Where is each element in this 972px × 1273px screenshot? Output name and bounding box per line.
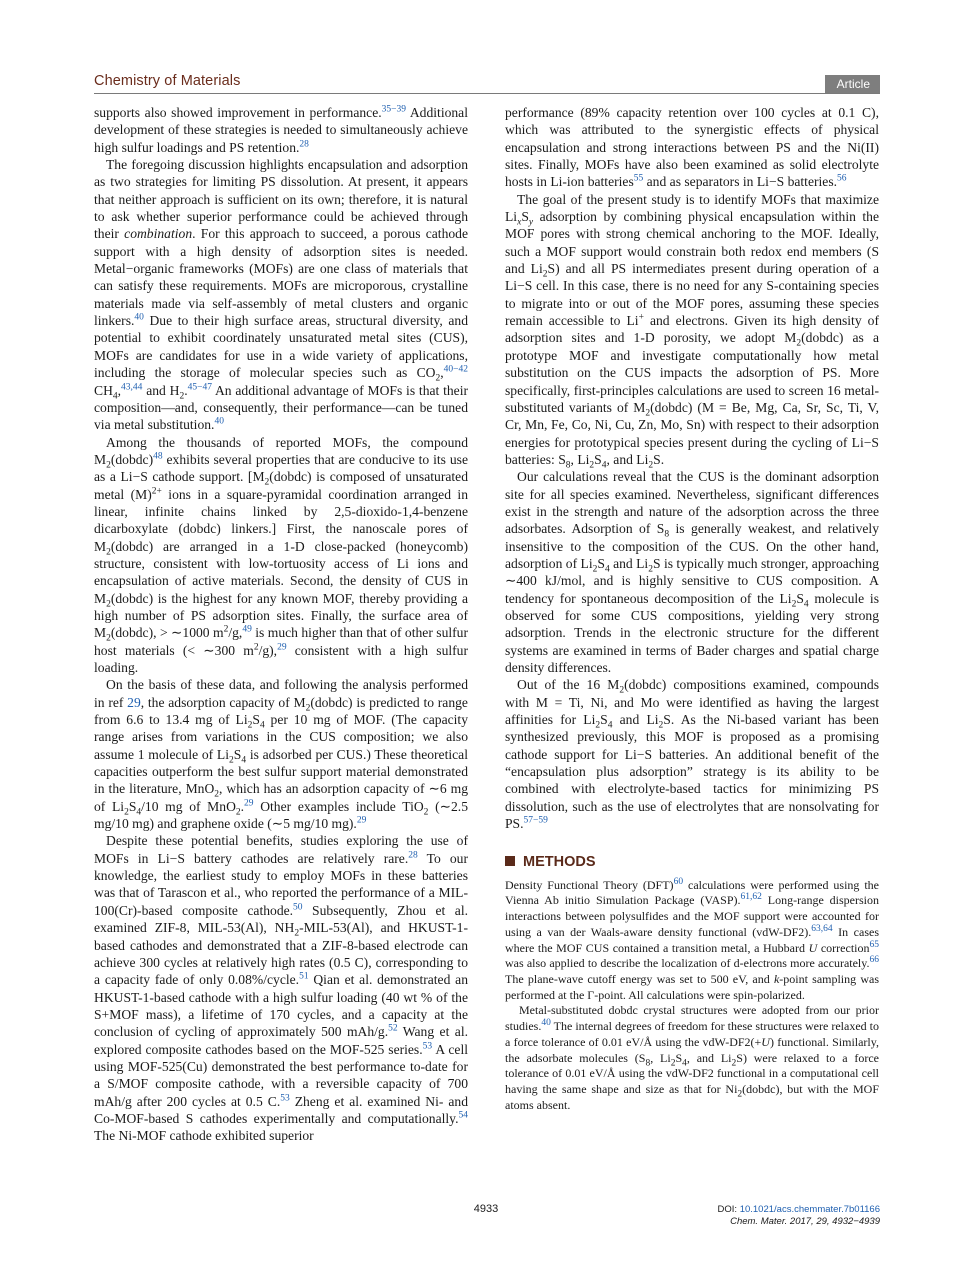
paragraph: Out of the 16 $M_2(dobdc)$ compositions examined, compounds with M = Ti, Ni, and Mo were identified as having the largest affinities for $Li_2S_4$ and $Li_2S$. As the Ni-based variant has been synthesized previously, this MOF is proposed as a promising cathode support for Li−S batteries. An additional benefit of the “encapsulation plus adsorption” strategy is its ability to be combined with electrolyte-based tactics for minimizing PS dissolution, such as the use of electrolytes that are nonsolvating for PS.$^{57-59}$ [505,677,879,832]
citation-link[interactable]: 29 [356,815,367,826]
citation-link[interactable]: 51 [299,971,309,982]
citation-link[interactable]: 52 [388,1023,398,1034]
page-header [94,73,880,93]
header-rule [94,93,880,94]
citation-link[interactable]: 40 [134,312,144,323]
citation-link[interactable]: 49 [242,624,252,635]
citation-link[interactable]: 60 [673,876,684,887]
citation-link[interactable]: 28 [299,139,309,150]
citation-link[interactable]: 66 [869,955,879,966]
citation-link[interactable]: 45−47 [187,381,212,392]
page-number: 4933 [473,1203,499,1215]
paragraph: supports also showed improvement in performance.$^{35-39}$ Additional development of these strategies is needed to simultaneously achieve high sulfur loadings and PS retention.$^{28}$ [94,104,468,155]
citation-link[interactable]: 53 [280,1093,290,1104]
citation-link[interactable]: 65 [869,939,879,950]
paragraph: Our calculations reveal that the CUS is the dominant adsorption site for all species examined. Nevertheless, significant differences exist in the strength and nature of the adsorption across the three adsorbates. Adsorption of $S_8$ is generally weakest, and relatively insensitive to the composition of the CUS. On the other hand, adsorption of $Li_2S_4$ and $Li_2S$ is typically much stronger, approaching ∼400 kJ/mol, and is highly sensitive to CUS composition. A tendency for spontaneous decomposition of the $Li_2S_4$ molecule is observed for some CUS compositions, yielding very strong adsorption. Trends in the electronic structure for the different systems are examined in terms of Bader charges and spatial charge density differences. [505,469,879,675]
citation-link[interactable]: 63,64 [811,923,833,934]
citation-link[interactable]: 50 [293,902,303,913]
paragraph: On the basis of these data, and following the analysis performed in ref 29, the adsorption capacity of $M_2(dobdc)$ is predicted to range from 6.6 to 13.4 mg of $Li_2S_4$ per 10 mg of MOF. (The capacity range arises from variations in the CUS composition; we also assume 1 molecule of $Li_2S_4$ is adsorbed per CUS.) These theoretical capacities outperform the best sulfur support material demonstrated in the literature, MnO$_2$, which has an adsorption capacity of ∼6 mg of $Li_2S_4/10$ mg of MnO$_2$.$^{29}$ Other examples include TiO$_2$ (∼2.5 mg/10 mg) and graphene oxide (∼5 mg/10 mg).$^{29}$ [94,677,468,832]
reference-link[interactable]: 29 [127,694,141,710]
citation-link[interactable]: 43,44 [121,381,143,392]
citation-link[interactable]: 40 [541,1018,551,1029]
citation-link[interactable]: 40−42 [443,364,468,375]
citation-link[interactable]: 28 [408,850,418,861]
left-column [94,104,468,1145]
citation-link[interactable]: 29 [244,798,254,809]
paragraph: The goal of the present study is to identify MOFs that maximize $Li_xS_y$ adsorption by combining physical encapsulation within the MOF pores with strong chemical anchoring to the MOF. Ideally, such a MOF support would constrain both redox end members (S and $Li_2S$) and all PS intermediates present during operation of a Li−S cell. In this case, there is no need for any S-containing species to migrate into or out of the MOF pores, assuming these species remain accessible to Li+ and electrons. Given its high density of adsorption sites and 1-D porosity, we adopt $M_2(dobdc)$ as a prototype MOF and investigate computationally how metal substitution on the CUS impacts the adsorption of PS. More specifically, first-principles calculations are used to screen 16 metal-substituted variants of $M_2(dobdc) (M = Be$, Mg, Ca, Sr, Sc, Ti, V, Cr, Mn, Fe, Co, Ni, Cu, Zn, Mo, Sn) with respect to their adsorption energies for prototypical species present during the cycling of Li−S batteries: $S_8$, $Li_2S_4$, and $Li_2S$. [505,191,880,471]
doi-block: DOI: 10.1021/acs.chemmater.7b01166 Chem. Mater. 2017, 29, 4932−4939 [717,1204,880,1227]
section-square-icon [505,856,515,866]
citation-link[interactable]: 35−39 [381,104,406,115]
journal-title: Chemistry of Materials [94,73,241,89]
citation-info: Chem. Mater. 2017, 29, 4932−4939 [730,1216,880,1227]
paragraph: The foregoing discussion highlights encapsulation and adsorption as two strategies for limiting PS dissolution. At present, it appears that neither approach is sufficient on its own; therefore, it is natural to ask whether superior performance could be achieved through their combination. For this approach to succeed, a porous cathode support with a high density of adsorption sites is needed. Metal−organic frameworks (MOFs) are one class of materials that can satisfy these requirements. MOFs are microporous, crystalline materials made via self-assembly of metal clusters and organic linkers.$^{40}$ Due to their high surface areas, structural diversity, and potential to exhibit coordinately unsaturated metal sites (CUS), MOFs are candidates for use in a wide variety of applications, including the storage of molecular species such as $CO_2,^{40-42}$ $CH_4,^{43,44}$ and $H_2.^{45-47}$ An additional advantage of MOFs is that their composition—and, consequently, their performance—can be tuned via metal substitution.$^{40}$ [94,157,468,433]
section-heading: METHODS [505,854,879,871]
citation-link[interactable]: 55 [633,173,644,184]
doi-link[interactable]: 10.1021/acs.chemmater.7b01166 [739,1204,880,1215]
paragraph: Metal-substituted dobdc crystal structures were adopted from our prior studies.$^{40}$ The internal degrees of freedom for these structures were relaxed to a force tolerance of 0.01 eV/Å using the vdW-DF2(+U) functional. Similarly, the adsorbate molecules ($S_8$, $Li_2S_4$, and $Li_2S$) were relaxed to a force tolerance of 0.01 eV/Å using the vdW-DF2 functional in a computational cell having the same shape and size as that for $Ni_2(dobdc)$, but with the MOF atoms absent. [505,1003,880,1112]
citation-link[interactable]: 56 [837,173,847,184]
methods-section [505,878,879,1114]
paragraph: performance (89% capacity retention over 100 cycles at 0.1 C), which was attributed to the synergistic effects of physical encapsulation and strong interactions between PS and the Ni(II) sites. Finally, MOFs have also been examined as solid electrolyte hosts in Li-ion batteries$^{55}$ and as separators in Li−S batteries.$^{56}$ [505,105,879,190]
citation-link[interactable]: 29 [277,642,287,653]
citation-link[interactable]: 61,62 [740,892,762,903]
citation-link[interactable]: 48 [153,451,163,462]
citation-link[interactable]: 54 [458,1110,468,1121]
citation-link[interactable]: 53 [422,1041,433,1052]
right-column [505,104,879,1113]
article-type-badge: Article [825,75,880,93]
paragraph: Despite these potential benefits, studies exploring the use of MOFs in Li−S battery cathodes are relatively rare.$^{28}$ To our knowledge, the earliest study to employ MOFs in these batteries was that of Tarascon et al., who reported the performance of a MIL-100(Cr)-based composite cathode.$^{50}$ Subsequently, Zhou et al. examined ZIF-8, MIL-53(Al), $NH_2-MIL-53(Al)$, and HKUST-1-based cathodes and demonstrated that a ZIF-8-based electrode can achieve 300 cycles at relatively high rates (0.5 C), corresponding to a capacity fade of only 0.08%/cycle.$^{51}$ Qian et al. demonstrated an HKUST-1-based cathode with a high sulfur loading (40 wt % of the S+MOF mass), a lifetime of 170 cycles, and a capacity at the conclusion of cycling of approximately 500 mAh/g.$^{52}$ Wang et al. explored composite cathodes based on the MOF-525 series.$^{53}$ A cell using MOF-525(Cu) demonstrated the best performance to-date for a S/MOF composite cathode, with a reversible capacity of 700 mAh/g after 200 cycles at 0.5 C.$^{53}$ Zheng et al. examined Ni- and Co-MOF-based S cathodes experimentally and computationally.$^{54}$ The Ni-MOF cathode exhibited superior [94,833,469,1144]
paragraph: Density Functional Theory (DFT)$^{60}$ calculations were performed using the Vienna Ab initio Simulation Package (VASP).$^{61,62}$ Long-range dispersion interactions between polysulfides and the MOF support were accounted for using a van der Waals-aware density functional (vdW-DF2).$^{63,64}$ In cases where the MOF CUS contained a transition metal, a Hubbard U correction$^{65}$ was also applied to describe the localization of d-electrons more accurately.$^{66}$ The plane-wave cutoff energy was set to 500 eV, and k-point sampling was performed at the Γ-point. All calculations were spin-polarized. [505,876,880,1002]
paragraph: Among the thousands of reported MOFs, the compound $M_2(dobdc)^{48}$ exhibits several properties that are conducive to its use as a Li−S cathode support. [$M_2(dobdc)$ is composed of unsaturated metal $(M)^{2+}$ ions in a square-pyramidal coordination arranged in linear, infinite chains linked by 2,5-dioxido-1,4-benzene dicarboxylate (dobdc) linkers.] First, the nanoscale pores of $M_2(dobdc)$ are arranged in a 1-D close-packed (honeycomb) structure, consistent with low-tortuosity access of Li ions and encapsulation of active materials. Second, the density of CUS in $M_2(dobdc)$ is the highest for any known MOF, thereby providing a high number of PS adsorption sites. Finally, the surface area of $M_2(dobdc)$, > ∼1000 $m^2/g,^{49}$ is much higher than that of other sulfur host materials (< ∼300 $m^2/g),^{29}$ consistent with a high sulfur loading. [94,434,469,675]
citation-link[interactable]: 57−59 [523,815,548,826]
citation-link[interactable]: 40 [214,416,224,427]
